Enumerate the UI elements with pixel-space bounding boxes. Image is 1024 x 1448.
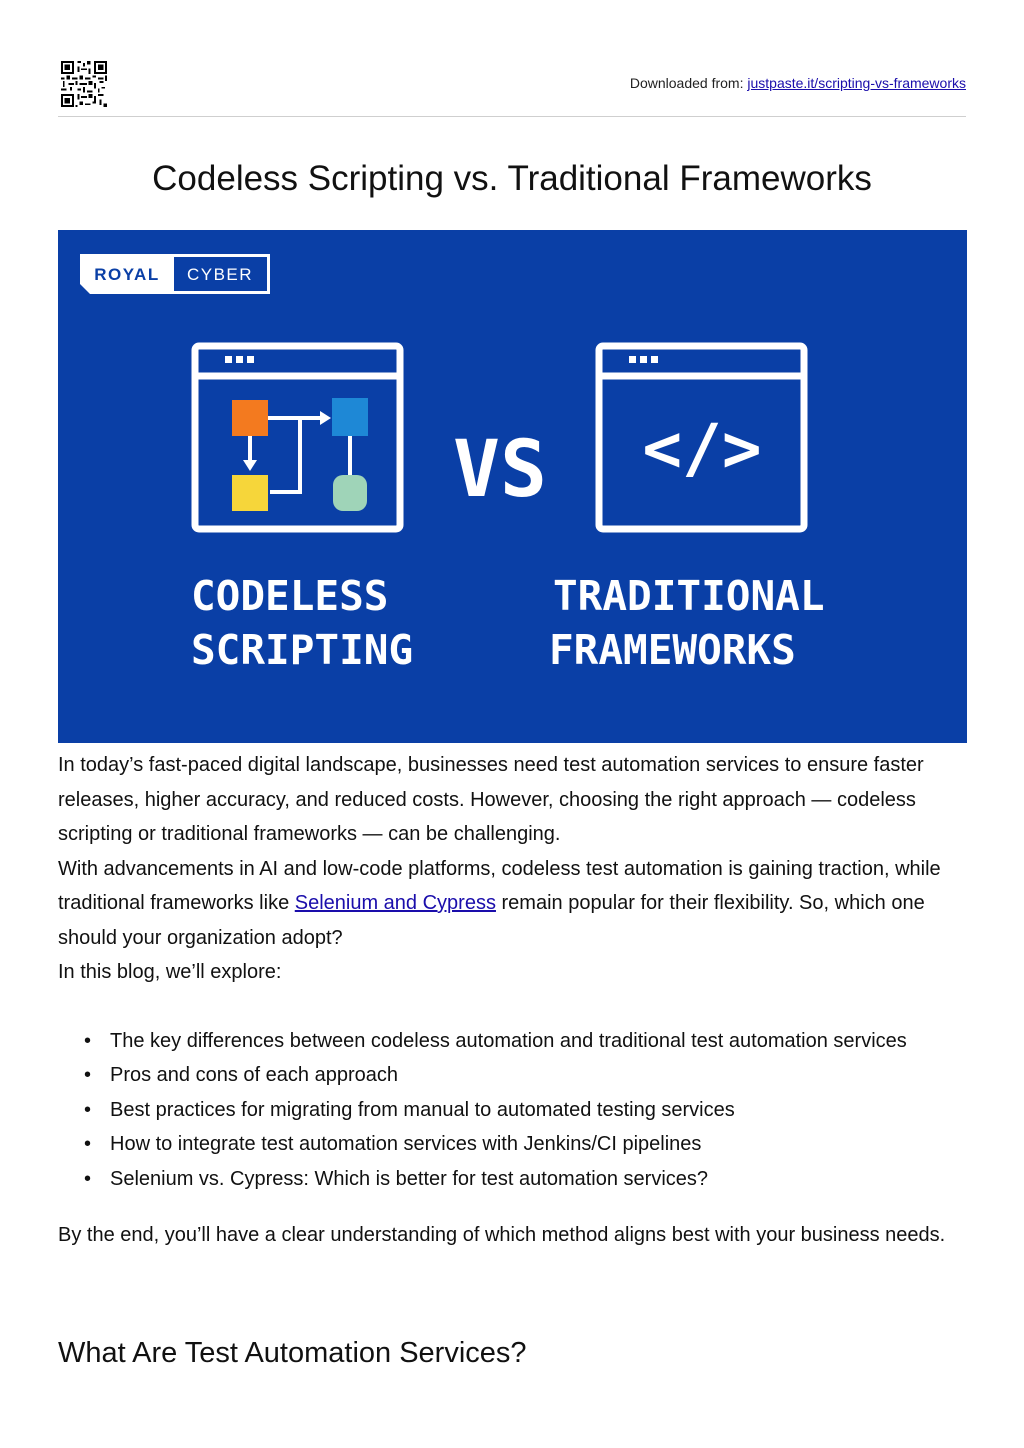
codeless-caption-line1: CODELESS xyxy=(191,572,389,620)
list-item: • Pros and cons of each approach xyxy=(58,1058,968,1093)
flow-yellow-box xyxy=(232,475,268,511)
page-title: Codeless Scripting vs. Traditional Frameworks xyxy=(152,159,872,198)
codeless-caption-line2: SCRIPTING xyxy=(191,626,414,674)
qr-code-icon xyxy=(61,61,107,107)
traditional-window-dots xyxy=(629,356,658,363)
source-link[interactable]: justpaste.it/scripting-vs-frameworks xyxy=(747,75,966,91)
logo-royal-text: ROYAL xyxy=(94,265,160,284)
section-heading: What Are Test Automation Services? xyxy=(58,1337,527,1369)
download-header xyxy=(58,58,966,117)
logo-cyber-text: CYBER xyxy=(186,265,254,284)
intro-paragraph-2 xyxy=(58,852,968,956)
closing-paragraph: By the end, you’ll have a clear understanding of which method aligns best with your business needs. xyxy=(58,1224,946,1246)
download-source xyxy=(630,75,966,91)
vs-label: VS xyxy=(453,425,547,515)
traditional-caption-line1: TRADITIONAL xyxy=(553,572,825,620)
traditional-caption-line2: FRAMEWORKS xyxy=(549,626,796,674)
codeless-window-dots xyxy=(225,356,254,363)
code-tag-icon: </> xyxy=(642,410,762,487)
list-item: • The key differences between codeless automation and traditional test automation services xyxy=(58,1024,968,1059)
intro-paragraph-1: In today’s fast-paced digital landscape, businesses need test automation services to ensure faster releases, higher accuracy, and reduced costs. However, choosing the right approach — codeless scripting or traditional frameworks — can be challenging. xyxy=(58,754,924,845)
explore-list xyxy=(58,1024,968,1197)
article-body xyxy=(58,748,968,1253)
list-item: • How to integrate test automation services with Jenkins/CI pipelines xyxy=(58,1127,968,1162)
list-item: • Best practices for migrating from manual to automated testing services xyxy=(58,1093,968,1128)
flow-orange-box xyxy=(232,400,268,436)
flow-green-node xyxy=(333,475,367,511)
downloaded-label: Downloaded from: xyxy=(629,75,744,91)
intro-p2-after: remain popular for their flexibility. So, which one should your organization adopt? xyxy=(58,892,925,949)
intro-paragraph-3: In this blog, we’ll explore: xyxy=(58,961,282,983)
selenium-cypress-link[interactable]: Selenium and Cypress xyxy=(294,892,496,914)
list-item: • Selenium vs. Cypress: Which is better for test automation services? xyxy=(58,1162,968,1197)
flow-blue-box xyxy=(332,398,368,436)
intro-p2-before: With advancements in AI and low-code platforms, codeless test automation is gaining traction, while traditional frameworks like xyxy=(58,857,941,914)
hero-banner xyxy=(58,230,967,743)
royal-cyber-logo xyxy=(80,254,270,294)
